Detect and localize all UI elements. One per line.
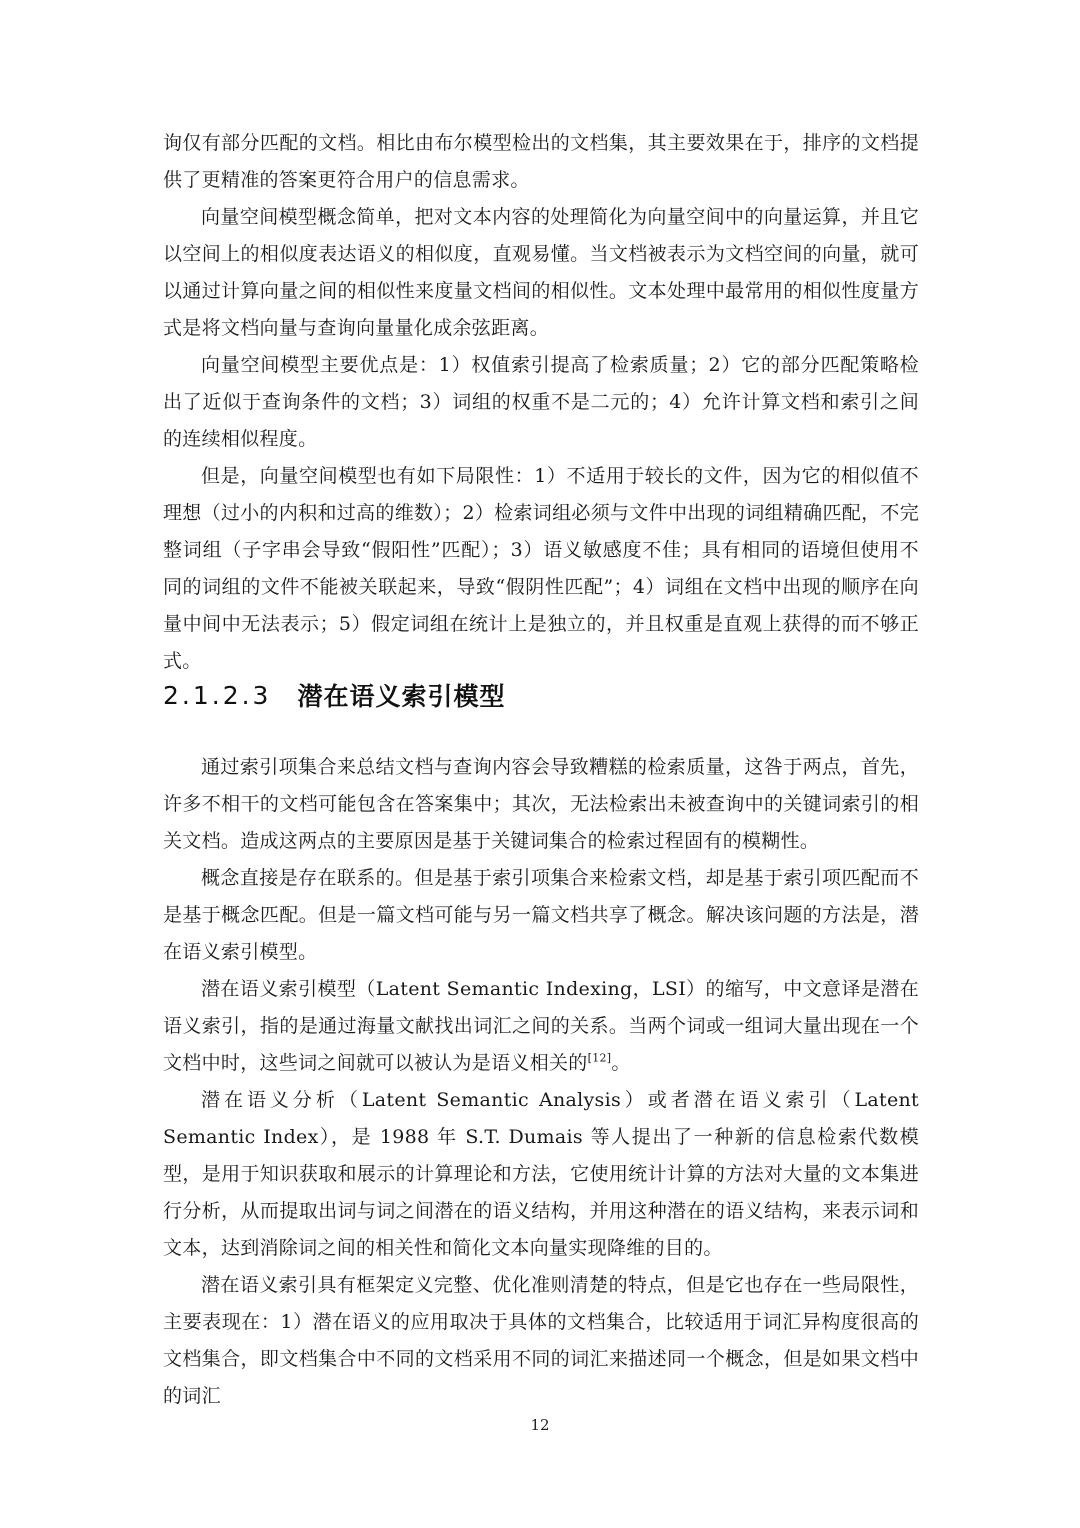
section-number: 2.1.2.3	[163, 680, 272, 710]
paragraph: 向量空间模型主要优点是：1）权值索引提高了检索质量；2）它的部分匹配策略检出了近似于查询条件的文档；3）词组的权重不是二元的；4）允许计算文档和索引之间的连续相似程度。	[163, 354, 919, 450]
paragraph: 通过索引项集合来总结文档与查询内容会导致糟糕的检索质量，这咎于两点，首先，许多不相干的文档可能包含在答案集中；其次，无法检索出未被查询中的关键词索引的相关文档。造成这两点的主要原因是基于关键词集合的检索过程固有的模糊性。	[163, 756, 919, 852]
paragraph-end: 。	[611, 1052, 631, 1074]
paragraph: 向量空间模型概念简单，把对文本内容的处理简化为向量空间中的向量运算，并且它以空间上的相似度表达语义的相似度，直观易懂。当文档被表示为文档空间的向量，就可以通过计算向量之间的相似性来度量文档间的相似性。文本处理中最常用的相似性度量方式是将文档向量与查询向量量化成余弦距离。	[163, 206, 919, 339]
paragraph: 概念直接是存在联系的。但是基于索引项集合来检索文档，却是基于索引项匹配而不是基于概念匹配。但是一篇文档可能与另一篇文档共享了概念。解决该问题的方法是，潜在语义索引模型。	[163, 867, 919, 963]
paragraph-with-citation	[163, 971, 919, 1082]
citation-ref[interactable]: [12]	[587, 1051, 612, 1065]
paragraph: 潜在语义分析（Latent Semantic Analysis）或者潜在语义索引（Latent Semantic Index），是 1988 年 S.T. Dumais 等人提出了一种新的信息检索代数模型，是用于知识获取和展示的计算理论和方法，它使用统计计算的方法对大量的文本集进行分析，从而提取出词与词之间潜在的语义结构，并用这种潜在的语义结构，来表示词和文本，达到消除词之间的相关性和简化文本向量实现降维的目的。	[163, 1089, 919, 1259]
bottom-text-block	[163, 749, 919, 1415]
section-heading	[163, 673, 919, 717]
paragraph: 潜在语义索引具有框架定义完整、优化准则清楚的特点，但是它也存在一些局限性，主要表现在：1）潜在语义的应用取决于具体的文档集合，比较适用于词汇异构度很高的文档集合，即文档集合中不同的文档采用不同的词汇来描述同一个概念，但是如果文档中的词汇	[163, 1274, 919, 1407]
section-title: 潜在语义索引模型	[297, 682, 506, 711]
paragraph-text: 潜在语义索引模型（Latent Semantic Indexing，LSI）的缩写，中文意译是潜在语义索引，指的是通过海量文献找出词汇之间的关系。当两个词或一组词大量出现在一个文档中时，这些词之间就可以被认为是语义相关的	[163, 978, 919, 1074]
page-number: 12	[530, 1416, 550, 1434]
paragraph: 询仅有部分匹配的文档。相比由布尔模型检出的文档集，其主要效果在于，排序的文档提供了更精准的答案更符合用户的信息需求。	[163, 132, 919, 191]
top-text-block	[163, 125, 919, 680]
paragraph: 但是，向量空间模型也有如下局限性：1）不适用于较长的文件，因为它的相似值不理想（过小的内积和过高的维数）；2）检索词组必须与文件中出现的词组精确匹配，不完整词组（子字串会导致“假阳性”匹配）；3）语义敏感度不佳；具有相同的语境但使用不同的词组的文件不能被关联起来，导致“假阴性匹配”；4）词组在文档中出现的顺序在向量中间中无法表示；5）假定词组在统计上是独立的，并且权重是直观上获得的而不够正式。	[163, 465, 919, 672]
